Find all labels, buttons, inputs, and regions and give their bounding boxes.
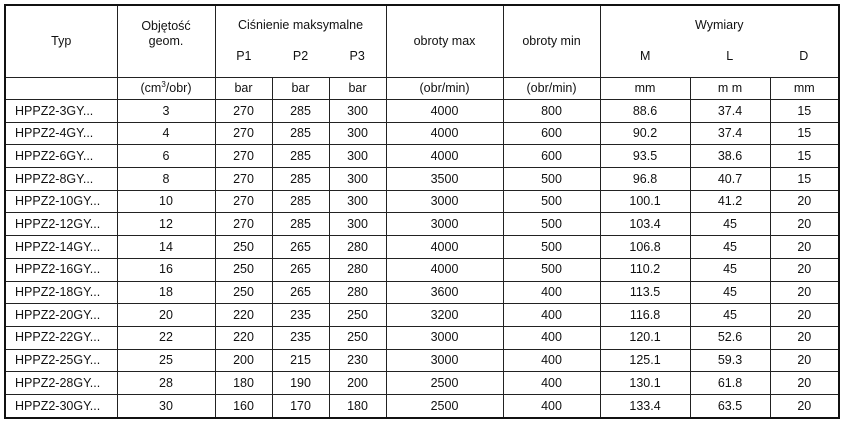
cell-obroty-min: 400	[503, 349, 600, 372]
cell-p1: 180	[215, 372, 272, 395]
cell-typ: HPPZ2-10GY...	[5, 190, 117, 213]
cell-obroty-max: 3600	[386, 281, 503, 304]
cell-p2: 285	[272, 122, 329, 145]
cell-obroty-max: 4000	[386, 100, 503, 123]
cell-m: 133.4	[600, 394, 690, 417]
cell-l: 41.2	[690, 190, 770, 213]
cell-d: 15	[770, 145, 839, 168]
table-row	[5, 394, 839, 417]
cell-p2: 235	[272, 304, 329, 327]
cell-m: 93.5	[600, 145, 690, 168]
cell-p1: 270	[215, 145, 272, 168]
header-pressure-subheads	[216, 44, 386, 63]
header-dimension-subheads	[601, 44, 839, 63]
cell-objetosc: 4	[117, 122, 215, 145]
pump-spec-table	[4, 4, 840, 419]
cell-obroty-min: 500	[503, 258, 600, 281]
cell-p3: 280	[329, 281, 386, 304]
table-row	[5, 349, 839, 372]
cell-m: 110.2	[600, 258, 690, 281]
header-objetosc	[117, 5, 215, 78]
cell-obroty-max: 3000	[386, 213, 503, 236]
cell-p3: 280	[329, 236, 386, 259]
cell-p2: 265	[272, 281, 329, 304]
cell-l: 45	[690, 281, 770, 304]
cell-p1: 270	[215, 213, 272, 236]
cell-l: 45	[690, 304, 770, 327]
cell-p1: 250	[215, 258, 272, 281]
cell-p3: 230	[329, 349, 386, 372]
cell-p1: 270	[215, 168, 272, 191]
table-row	[5, 145, 839, 168]
cell-obroty-min: 400	[503, 326, 600, 349]
header-p1: P1	[236, 48, 252, 63]
cell-d: 20	[770, 281, 839, 304]
table-row	[5, 236, 839, 259]
cell-objetosc: 3	[117, 100, 215, 123]
table-row	[5, 168, 839, 191]
cell-obroty-max: 4000	[386, 258, 503, 281]
cell-obroty-max: 4000	[386, 122, 503, 145]
cell-l: 63.5	[690, 394, 770, 417]
cell-typ: HPPZ2-18GY...	[5, 281, 117, 304]
cell-typ: HPPZ2-14GY...	[5, 236, 117, 259]
cell-m: 88.6	[600, 100, 690, 123]
units-typ	[5, 78, 117, 100]
cell-typ: HPPZ2-22GY...	[5, 326, 117, 349]
header-cisnienie-group	[215, 5, 386, 78]
units-objetosc-sup: 3	[161, 80, 166, 90]
cell-p3: 250	[329, 326, 386, 349]
units-p1: bar	[215, 78, 272, 100]
cell-m: 125.1	[600, 349, 690, 372]
cell-d: 20	[770, 213, 839, 236]
header-typ-label: Typ	[51, 34, 72, 49]
cell-typ: HPPZ2-25GY...	[5, 349, 117, 372]
header-obroty-max	[386, 5, 503, 78]
cell-objetosc: 10	[117, 190, 215, 213]
cell-obroty-max: 2500	[386, 372, 503, 395]
spec-table-wrapper	[4, 4, 838, 419]
cell-obroty-min: 400	[503, 394, 600, 417]
cell-d: 20	[770, 349, 839, 372]
cell-p2: 265	[272, 258, 329, 281]
units-d: mm	[770, 78, 839, 100]
cell-l: 38.6	[690, 145, 770, 168]
header-typ	[5, 5, 117, 78]
cell-p1: 200	[215, 349, 272, 372]
cell-d: 15	[770, 168, 839, 191]
cell-l: 37.4	[690, 122, 770, 145]
cell-obroty-min: 500	[503, 168, 600, 191]
cell-l: 45	[690, 236, 770, 259]
cell-d: 15	[770, 122, 839, 145]
cell-typ: HPPZ2-3GY...	[5, 100, 117, 123]
cell-m: 106.8	[600, 236, 690, 259]
units-p3: bar	[329, 78, 386, 100]
cell-p1: 160	[215, 394, 272, 417]
cell-obroty-max: 3200	[386, 304, 503, 327]
cell-p3: 300	[329, 122, 386, 145]
table-row	[5, 213, 839, 236]
cell-p3: 300	[329, 168, 386, 191]
cell-obroty-min: 500	[503, 236, 600, 259]
cell-p2: 265	[272, 236, 329, 259]
cell-p2: 285	[272, 213, 329, 236]
table-row	[5, 372, 839, 395]
table-body	[5, 100, 839, 418]
cell-p1: 220	[215, 304, 272, 327]
cell-l: 45	[690, 258, 770, 281]
cell-l: 61.8	[690, 372, 770, 395]
cell-obroty-min: 600	[503, 122, 600, 145]
table-row	[5, 281, 839, 304]
cell-p3: 300	[329, 100, 386, 123]
header-wymiary-group	[600, 5, 839, 78]
cell-p2: 215	[272, 349, 329, 372]
cell-obroty-max: 4000	[386, 236, 503, 259]
cell-p2: 285	[272, 100, 329, 123]
cell-obroty-max: 3000	[386, 326, 503, 349]
cell-d: 20	[770, 304, 839, 327]
header-obroty-min-label: obroty min	[522, 34, 581, 49]
cell-m: 96.8	[600, 168, 690, 191]
units-obroty-max: (obr/min)	[386, 78, 503, 100]
cell-m: 116.8	[600, 304, 690, 327]
cell-obroty-min: 500	[503, 213, 600, 236]
units-m: mm	[600, 78, 690, 100]
cell-d: 20	[770, 394, 839, 417]
cell-l: 45	[690, 213, 770, 236]
cell-p1: 270	[215, 100, 272, 123]
cell-obroty-min: 400	[503, 281, 600, 304]
cell-obroty-max: 3500	[386, 168, 503, 191]
cell-p2: 170	[272, 394, 329, 417]
cell-p3: 300	[329, 213, 386, 236]
cell-typ: HPPZ2-30GY...	[5, 394, 117, 417]
cell-p2: 190	[272, 372, 329, 395]
cell-m: 103.4	[600, 213, 690, 236]
cell-p1: 220	[215, 326, 272, 349]
cell-typ: HPPZ2-20GY...	[5, 304, 117, 327]
cell-typ: HPPZ2-28GY...	[5, 372, 117, 395]
cell-obroty-max: 3000	[386, 349, 503, 372]
cell-p3: 280	[329, 258, 386, 281]
table-row	[5, 122, 839, 145]
units-objetosc-post: /obr)	[165, 81, 192, 96]
cell-objetosc: 18	[117, 281, 215, 304]
cell-d: 15	[770, 100, 839, 123]
cell-l: 40.7	[690, 168, 770, 191]
cell-p1: 250	[215, 236, 272, 259]
cell-p2: 285	[272, 168, 329, 191]
table-row	[5, 326, 839, 349]
cell-objetosc: 16	[117, 258, 215, 281]
cell-typ: HPPZ2-4GY...	[5, 122, 117, 145]
cell-p1: 270	[215, 122, 272, 145]
cell-objetosc: 22	[117, 326, 215, 349]
cell-objetosc: 6	[117, 145, 215, 168]
cell-p3: 200	[329, 372, 386, 395]
cell-objetosc: 28	[117, 372, 215, 395]
header-obroty-max-label: obroty max	[413, 34, 476, 49]
header-row	[5, 5, 839, 78]
header-m: M	[640, 48, 651, 63]
cell-p2: 235	[272, 326, 329, 349]
cell-obroty-min: 800	[503, 100, 600, 123]
cell-typ: HPPZ2-8GY...	[5, 168, 117, 191]
cell-objetosc: 14	[117, 236, 215, 259]
cell-p1: 250	[215, 281, 272, 304]
header-wymiary: Wymiary	[695, 18, 744, 32]
cell-obroty-max: 3000	[386, 190, 503, 213]
table-row	[5, 258, 839, 281]
units-row	[5, 78, 839, 100]
cell-m: 90.2	[600, 122, 690, 145]
cell-obroty-max: 2500	[386, 394, 503, 417]
cell-p1: 270	[215, 190, 272, 213]
cell-objetosc: 25	[117, 349, 215, 372]
cell-d: 20	[770, 190, 839, 213]
cell-d: 20	[770, 258, 839, 281]
cell-p3: 180	[329, 394, 386, 417]
cell-typ: HPPZ2-12GY...	[5, 213, 117, 236]
table-row	[5, 304, 839, 327]
cell-m: 113.5	[600, 281, 690, 304]
units-objetosc-pre: (cm	[140, 81, 162, 96]
cell-m: 100.1	[600, 190, 690, 213]
header-p3: P3	[349, 48, 365, 63]
units-p2: bar	[272, 78, 329, 100]
header-p2: P2	[292, 48, 309, 63]
units-objetosc	[117, 78, 215, 100]
header-l: L	[726, 48, 734, 63]
header-objetosc-line1: Objętość	[141, 19, 191, 33]
cell-objetosc: 20	[117, 304, 215, 327]
cell-p2: 285	[272, 145, 329, 168]
cell-m: 130.1	[600, 372, 690, 395]
cell-obroty-min: 400	[503, 372, 600, 395]
cell-d: 20	[770, 372, 839, 395]
cell-l: 37.4	[690, 100, 770, 123]
cell-typ: HPPZ2-16GY...	[5, 258, 117, 281]
units-l: m m	[690, 78, 770, 100]
cell-objetosc: 8	[117, 168, 215, 191]
cell-l: 59.3	[690, 349, 770, 372]
cell-objetosc: 30	[117, 394, 215, 417]
cell-p3: 300	[329, 190, 386, 213]
table-row	[5, 100, 839, 123]
cell-p3: 250	[329, 304, 386, 327]
table-row	[5, 190, 839, 213]
header-d: D	[799, 48, 809, 63]
cell-obroty-min: 600	[503, 145, 600, 168]
cell-m: 120.1	[600, 326, 690, 349]
cell-p3: 300	[329, 145, 386, 168]
cell-objetosc: 12	[117, 213, 215, 236]
units-obroty-min: (obr/min)	[503, 78, 600, 100]
cell-d: 20	[770, 326, 839, 349]
header-obroty-min	[503, 5, 600, 78]
cell-typ: HPPZ2-6GY...	[5, 145, 117, 168]
cell-obroty-max: 4000	[386, 145, 503, 168]
cell-obroty-min: 400	[503, 304, 600, 327]
cell-p2: 285	[272, 190, 329, 213]
cell-obroty-min: 500	[503, 190, 600, 213]
header-objetosc-line2: geom.	[148, 33, 184, 48]
header-cisnienie: Ciśnienie maksymalne	[237, 18, 364, 32]
cell-l: 52.6	[690, 326, 770, 349]
cell-d: 20	[770, 236, 839, 259]
